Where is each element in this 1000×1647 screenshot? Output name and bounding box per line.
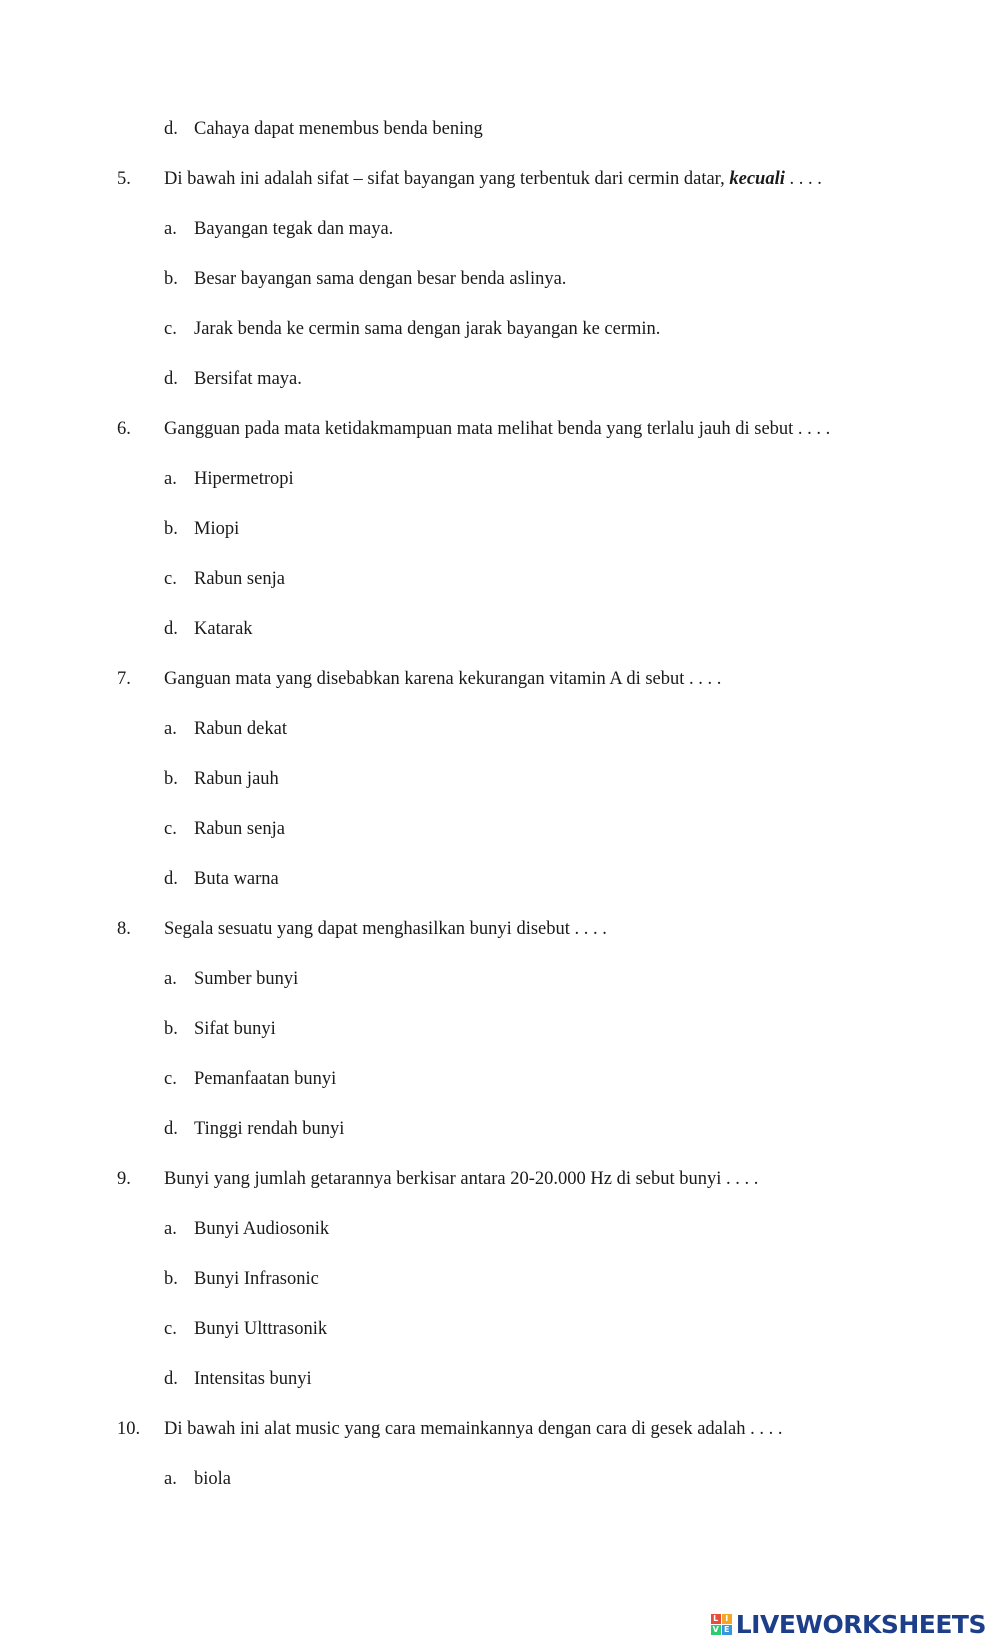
option-text: Miopi xyxy=(194,519,240,539)
logo-letter: L xyxy=(711,1614,721,1624)
liveworksheets-logo[interactable] xyxy=(711,1609,986,1639)
logo-letter: I xyxy=(722,1614,732,1624)
option-text: Sifat bunyi xyxy=(194,1019,276,1039)
option-text: Sumber bunyi xyxy=(194,969,299,989)
option-letter: d. xyxy=(164,369,178,389)
option-text: Intensitas bunyi xyxy=(194,1369,312,1389)
option-text: Tinggi rendah bunyi xyxy=(194,1119,345,1139)
option-letter: d. xyxy=(164,1119,178,1139)
option-text: Katarak xyxy=(194,619,253,639)
option-letter: b. xyxy=(164,769,178,789)
question-number: 7. xyxy=(117,669,131,689)
option-text: Pemanfaatan bunyi xyxy=(194,1069,337,1089)
option-letter: b. xyxy=(164,1019,178,1039)
option-letter: d. xyxy=(164,119,178,139)
option-text: Bayangan tegak dan maya. xyxy=(194,219,394,239)
question-text: Di bawah ini adalah sifat – sifat bayangan yang terbentuk dari cermin datar, kecuali . . . . xyxy=(164,169,822,189)
option-text: Rabun jauh xyxy=(194,769,279,789)
option-text: Rabun dekat xyxy=(194,719,287,739)
option-text: Besar bayangan sama dengan besar benda aslinya. xyxy=(194,269,567,289)
option-letter: b. xyxy=(164,269,178,289)
option-text: Jarak benda ke cermin sama dengan jarak bayangan ke cermin. xyxy=(194,319,661,339)
question-text: Bunyi yang jumlah getarannya berkisar antara 20-20.000 Hz di sebut bunyi . . . . xyxy=(164,1169,759,1189)
question-text: Segala sesuatu yang dapat menghasilkan bunyi disebut . . . . xyxy=(164,919,607,939)
live-logo-icon xyxy=(711,1614,732,1635)
option-letter: a. xyxy=(164,219,177,239)
question-emphasis: kecuali xyxy=(729,169,785,189)
question-number: 9. xyxy=(117,1169,131,1189)
option-letter: a. xyxy=(164,469,177,489)
option-letter: b. xyxy=(164,519,178,539)
option-text: Hipermetropi xyxy=(194,469,294,489)
option-letter: b. xyxy=(164,1269,178,1289)
logo-letter: E xyxy=(722,1625,732,1635)
question-number: 6. xyxy=(117,419,131,439)
option-letter: c. xyxy=(164,1319,177,1339)
question-number: 8. xyxy=(117,919,131,939)
option-text: Bersifat maya. xyxy=(194,369,302,389)
option-letter: d. xyxy=(164,1369,178,1389)
option-text: Bunyi Audiosonik xyxy=(194,1219,330,1239)
option-letter: d. xyxy=(164,869,178,889)
option-text: Buta warna xyxy=(194,869,279,889)
option-text: Cahaya dapat menembus benda bening xyxy=(194,119,483,139)
option-letter: c. xyxy=(164,569,177,589)
option-letter: d. xyxy=(164,619,178,639)
option-text: Bunyi Ulttrasonik xyxy=(194,1319,328,1339)
question-number: 5. xyxy=(117,169,131,189)
option-letter: c. xyxy=(164,1069,177,1089)
option-text: Bunyi Infrasonic xyxy=(194,1269,319,1289)
option-text: biola xyxy=(194,1469,231,1489)
option-letter: a. xyxy=(164,1469,177,1489)
option-letter: c. xyxy=(164,319,177,339)
option-letter: c. xyxy=(164,819,177,839)
question-text: Gangguan pada mata ketidakmampuan mata melihat benda yang terlalu jauh di sebut . . . . xyxy=(164,419,831,439)
option-text: Rabun senja xyxy=(194,819,285,839)
question-text: Ganguan mata yang disebabkan karena kekurangan vitamin A di sebut . . . . xyxy=(164,669,722,689)
option-letter: a. xyxy=(164,1219,177,1239)
brand-wordmark: LIVEWORKSHEETS xyxy=(735,1609,986,1639)
option-letter: a. xyxy=(164,969,177,989)
question-text: Di bawah ini alat music yang cara memainkannya dengan cara di gesek adalah . . . . xyxy=(164,1419,783,1439)
option-letter: a. xyxy=(164,719,177,739)
logo-letter: V xyxy=(712,1625,719,1634)
option-text: Rabun senja xyxy=(194,569,285,589)
question-number: 10. xyxy=(117,1419,141,1439)
